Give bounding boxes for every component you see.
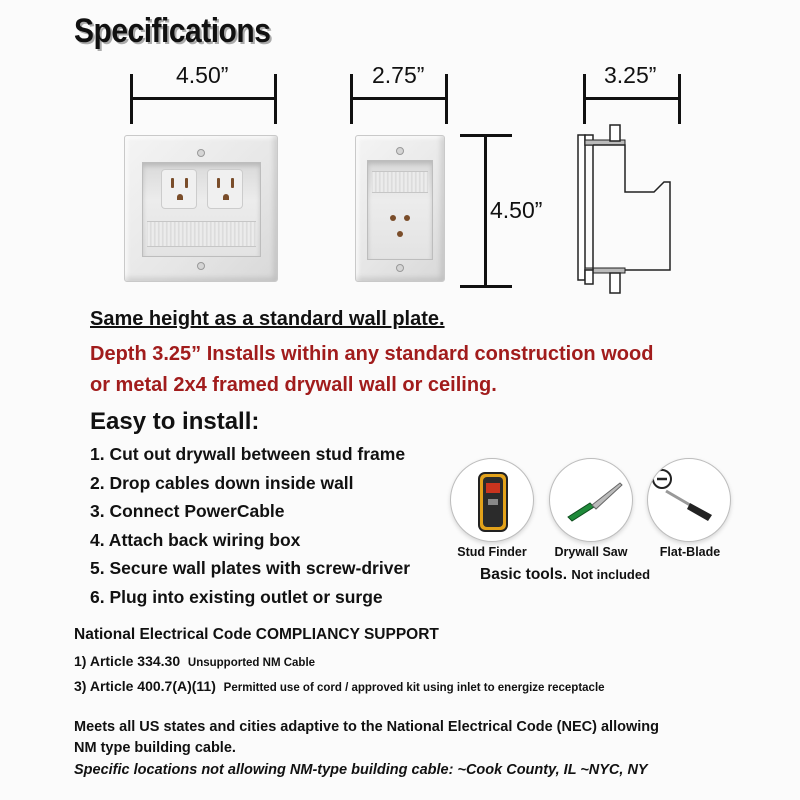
depth-tick-left — [583, 74, 586, 124]
tool-label-drywall-saw: Drywall Saw — [554, 545, 628, 559]
outlet-right-icon — [207, 169, 243, 209]
install-step: 6. Plug into existing outlet or surge — [90, 587, 383, 607]
bottom-screw-icon — [197, 262, 205, 270]
height-tick-bottom — [460, 285, 512, 288]
single-plate-width-tick-left — [350, 74, 353, 124]
single-bottom-screw-icon — [396, 264, 404, 272]
single-plate-width-label: 2.75” — [372, 62, 425, 88]
tool-label-flat-blade: Flat-Blade — [659, 545, 721, 559]
depth-note-line1: Depth 3.25” Installs within any standard construction wood — [90, 343, 654, 365]
tools-caption-main: Basic tools. — [480, 566, 567, 583]
tool-label-stud-finder: Stud Finder — [457, 545, 527, 559]
nec-article-num: 3) — [74, 678, 87, 694]
height-tick-top — [460, 134, 512, 137]
stud-finder-icon — [450, 458, 534, 542]
install-step: 1. Cut out drywall between stud frame — [90, 444, 406, 464]
nec-article-3 — [74, 678, 605, 694]
page-title: Specifications — [74, 12, 271, 50]
double-plate-recess — [142, 162, 261, 257]
single-plate-recess — [367, 160, 433, 260]
nec-article-title: Article 334.30 — [89, 653, 181, 669]
single-plate-width-line — [350, 97, 448, 100]
specific-locations: Specific locations not allowing NM-type building cable: ~Cook County, IL ~NYC, NY — [74, 762, 648, 778]
double-plate-width-tick-right — [274, 74, 277, 124]
flat-blade-screwdriver-icon — [647, 458, 731, 542]
depth-note-line2: or metal 2x4 framed drywall wall or ceiling. — [90, 374, 497, 396]
meets-line2: NM type building cable. — [74, 740, 236, 756]
nec-article-num: 1) — [74, 653, 87, 669]
install-step: 3. Connect PowerCable — [90, 501, 285, 521]
nec-article-title: Article 400.7(A)(11) — [89, 678, 216, 694]
nec-article-desc: Permitted use of cord / approved kit using inlet to energize receptacle — [223, 682, 605, 694]
install-step: 5. Secure wall plates with screw-driver — [90, 558, 410, 578]
double-plate-width-line — [130, 97, 276, 100]
cable-pass-through-brush — [147, 221, 256, 247]
double-plate-width-label: 4.50” — [176, 62, 229, 88]
nec-heading: National Electrical Code COMPLIANCY SUPPORT — [74, 626, 439, 643]
power-inlet-icon — [384, 207, 416, 245]
height-line — [484, 135, 487, 287]
single-wall-plate — [355, 135, 445, 282]
headline: Same height as a standard wall plate. — [90, 308, 445, 330]
single-plate-brush — [372, 171, 428, 193]
depth-tick-right — [678, 74, 681, 124]
install-step: 4. Attach back wiring box — [90, 530, 301, 550]
outlet-left-icon — [161, 169, 197, 209]
double-plate-width-tick-left — [130, 74, 133, 124]
tools-caption — [480, 566, 650, 584]
install-step: 2. Drop cables down inside wall — [90, 473, 354, 493]
nec-article-1 — [74, 653, 315, 669]
single-top-screw-icon — [396, 147, 404, 155]
drywall-saw-icon — [549, 458, 633, 542]
double-wall-plate — [124, 135, 278, 282]
tools-caption-small: Not included — [571, 567, 651, 582]
side-profile-drawing — [570, 120, 680, 300]
depth-line — [583, 97, 681, 100]
top-screw-icon — [197, 149, 205, 157]
height-label: 4.50” — [490, 197, 543, 223]
single-plate-width-tick-right — [445, 74, 448, 124]
meets-line1: Meets all US states and cities adaptive to the National Electrical Code (NEC) allowing — [74, 719, 659, 735]
nec-article-desc: Unsupported NM Cable — [187, 657, 316, 669]
depth-label: 3.25” — [604, 62, 657, 88]
install-heading: Easy to install: — [90, 408, 260, 435]
